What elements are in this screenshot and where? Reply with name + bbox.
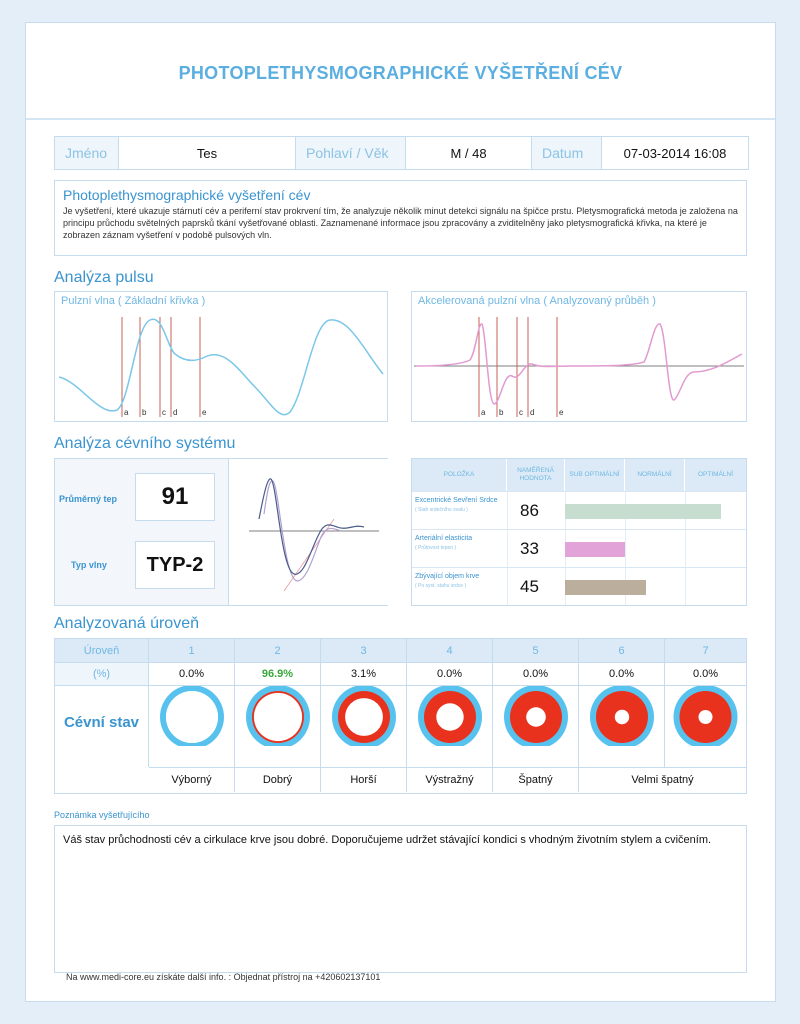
vascular-section-title: Analýza cévního systému [54,435,236,452]
row-bar [565,542,625,557]
accelerated-wave-title: Akcelerovaná pulzní vlna ( Analyzovaný průběh ) [418,295,656,307]
row-value: 45 [520,577,539,596]
level-number: 6 [579,639,665,663]
vessel-cell [407,686,493,767]
vessel-cell [493,686,579,767]
pulse-wave-line [59,319,383,414]
vessel-lumen [699,710,713,724]
table-row [412,491,746,530]
note-label: Poznámka vyšetřujícího [54,810,150,820]
level-number: 7 [665,639,746,663]
date-value: 07-03-2014 16:08 [623,145,727,161]
vessel-lumen [254,693,302,741]
accel-marker-label-a: a [481,408,486,417]
pulse-wave-chart [55,292,387,421]
state-text: Horší [321,768,407,792]
report-title: PHOTOPLETHYSMOGRAPHICKÉ VYŠETŘENÍ CÉV [178,63,623,83]
avg-rate-value: 91 [135,473,215,521]
row-bar [565,580,646,595]
col-measured: NAMĚŘENÁ HODNOTA [507,459,565,491]
col-optimal: OPTIMÁLNÍ [685,459,746,491]
wave-shape-chart [229,459,388,605]
title-box [26,23,775,120]
level-percent: 0.0% [407,663,493,686]
vessel-lumen [345,698,383,736]
vessel-lumen [526,707,546,727]
heart-rate-panel [54,458,388,606]
accel-marker-label-e: e [559,408,564,417]
row-title: Excentrické Sevření Srdce [415,497,498,504]
wave-shape-box [228,459,388,605]
footer-text: Na www.medi-core.eu získáte další info. : Objednat přístroj na +420602137101 [66,972,381,982]
vessel-icon [321,686,406,746]
row-subtitle: ( Po syst. stahu srdce ) [415,583,467,589]
state-text: Výstražný [407,768,493,792]
accel-marker-label-d: d [530,408,535,417]
level-percent: 0.0% [149,663,235,686]
sex-age-value: M / 48 [406,137,532,169]
date-label: Datum [532,137,602,169]
description-box [54,180,747,256]
level-number: 1 [149,639,235,663]
col-suboptimal: SUB OPTIMÁLNÍ [565,459,625,491]
avg-rate-label: Průměrný tep [59,494,118,504]
row-subtitle: ( Průtovost tepen ) [415,545,457,551]
row-subtitle: ( Stah srdečního svalu ) [415,507,468,513]
level-percent: 0.0% [665,663,746,686]
levels-table [54,638,747,794]
level-percent: 96.9% [235,663,321,686]
vessel-icon [579,686,664,746]
note-box: Váš stav průchodnosti cév a cirkulace krve jsou dobré. Doporučujeme udržet stávající kondici s vhodným životním stylem a cvičením. [54,825,747,973]
vessel-icon [235,686,320,746]
sex-age-label: Pohlaví / Věk [296,137,406,169]
description-text: Je vyšetření, které ukazuje stárnutí cév a periferní stav prokrvení tím, že analyzuje několik minut detekci signálu na špičce prstu. Pletysmografická metoda je založena na principu průchodu světelných paprsků tkání vyšetřované oblasti. Zaznamenané informace jsou zpracovány a zviditelněny jako pletysmografická křivka, na které je zobrazen záznam vyšetření v podobě pulsových vln. [63,206,738,240]
state-row [149,767,746,792]
level-percent: 3.1% [321,663,407,686]
state-text: Špatný [493,768,579,792]
vessel-icon [407,686,492,746]
level-number: 2 [235,639,321,663]
col-normal: NORMÁLNÍ [625,459,685,491]
state-text: Velmi špatný [631,774,694,786]
vessel-cell [149,686,235,767]
pulse-section-title: Analýza pulsu [54,269,154,286]
name-value: Tes [119,137,296,169]
row-value: 86 [520,501,539,520]
vessel-cell [579,686,665,767]
vessel-icon [665,686,746,746]
vessel-cell [235,686,321,767]
level-number: 5 [493,639,579,663]
accelerated-wave-chart [412,292,746,421]
state-label: Cévní stav [55,686,149,767]
level-number: 3 [321,639,407,663]
pulse-wave-panel [54,291,388,422]
row-name [415,572,503,591]
name-label: Jméno [55,137,119,169]
state-text: Výborný [149,768,235,792]
vessel-lumen [436,703,463,730]
row-name [415,534,503,553]
wave-shape-line-1 [259,479,364,574]
row-title: Arteriální elasticita [415,535,473,542]
level-number: 4 [407,639,493,663]
marker-label-b: b [142,408,147,417]
percent-label: (%) [55,663,149,686]
report-page [25,22,776,1002]
vessel-lumen [166,691,218,743]
accelerated-wave-line [416,324,742,404]
marker-label-e: e [202,408,207,417]
marker-label-d: d [173,408,178,417]
pulse-wave-title: Pulzní vlna ( Základní křivka ) [61,295,206,307]
wave-type-value: TYP-2 [135,541,215,589]
wave-type-label: Typ vlny [71,560,107,570]
vascular-table [411,458,747,606]
marker-label-a: a [124,408,129,417]
row-bar [565,504,721,519]
description-title: Photoplethysmographické vyšetření cév [63,187,311,203]
level-label: Úroveň [55,639,149,663]
table-row [412,567,746,606]
table-row [412,529,746,568]
vessel-icon [493,686,578,746]
vessel-cell [665,686,746,767]
patient-info-row [54,136,749,170]
accel-marker-label-b: b [499,408,504,417]
level-percent: 0.0% [493,663,579,686]
accelerated-wave-panel [411,291,747,422]
col-item: POLOŽKA [412,459,507,491]
accel-marker-label-c: c [519,408,523,417]
level-percent: 0.0% [579,663,665,686]
marker-label-c: c [162,408,166,417]
levels-section-title: Analyzovaná úroveň [54,615,199,632]
row-title: Zbývající objem krve [415,573,480,580]
row-value: 33 [520,539,539,558]
vessel-lumen [615,710,629,724]
vessel-icon [149,686,234,746]
row-name [415,496,503,515]
vessel-cell [321,686,407,767]
state-text: Dobrý [235,768,321,792]
